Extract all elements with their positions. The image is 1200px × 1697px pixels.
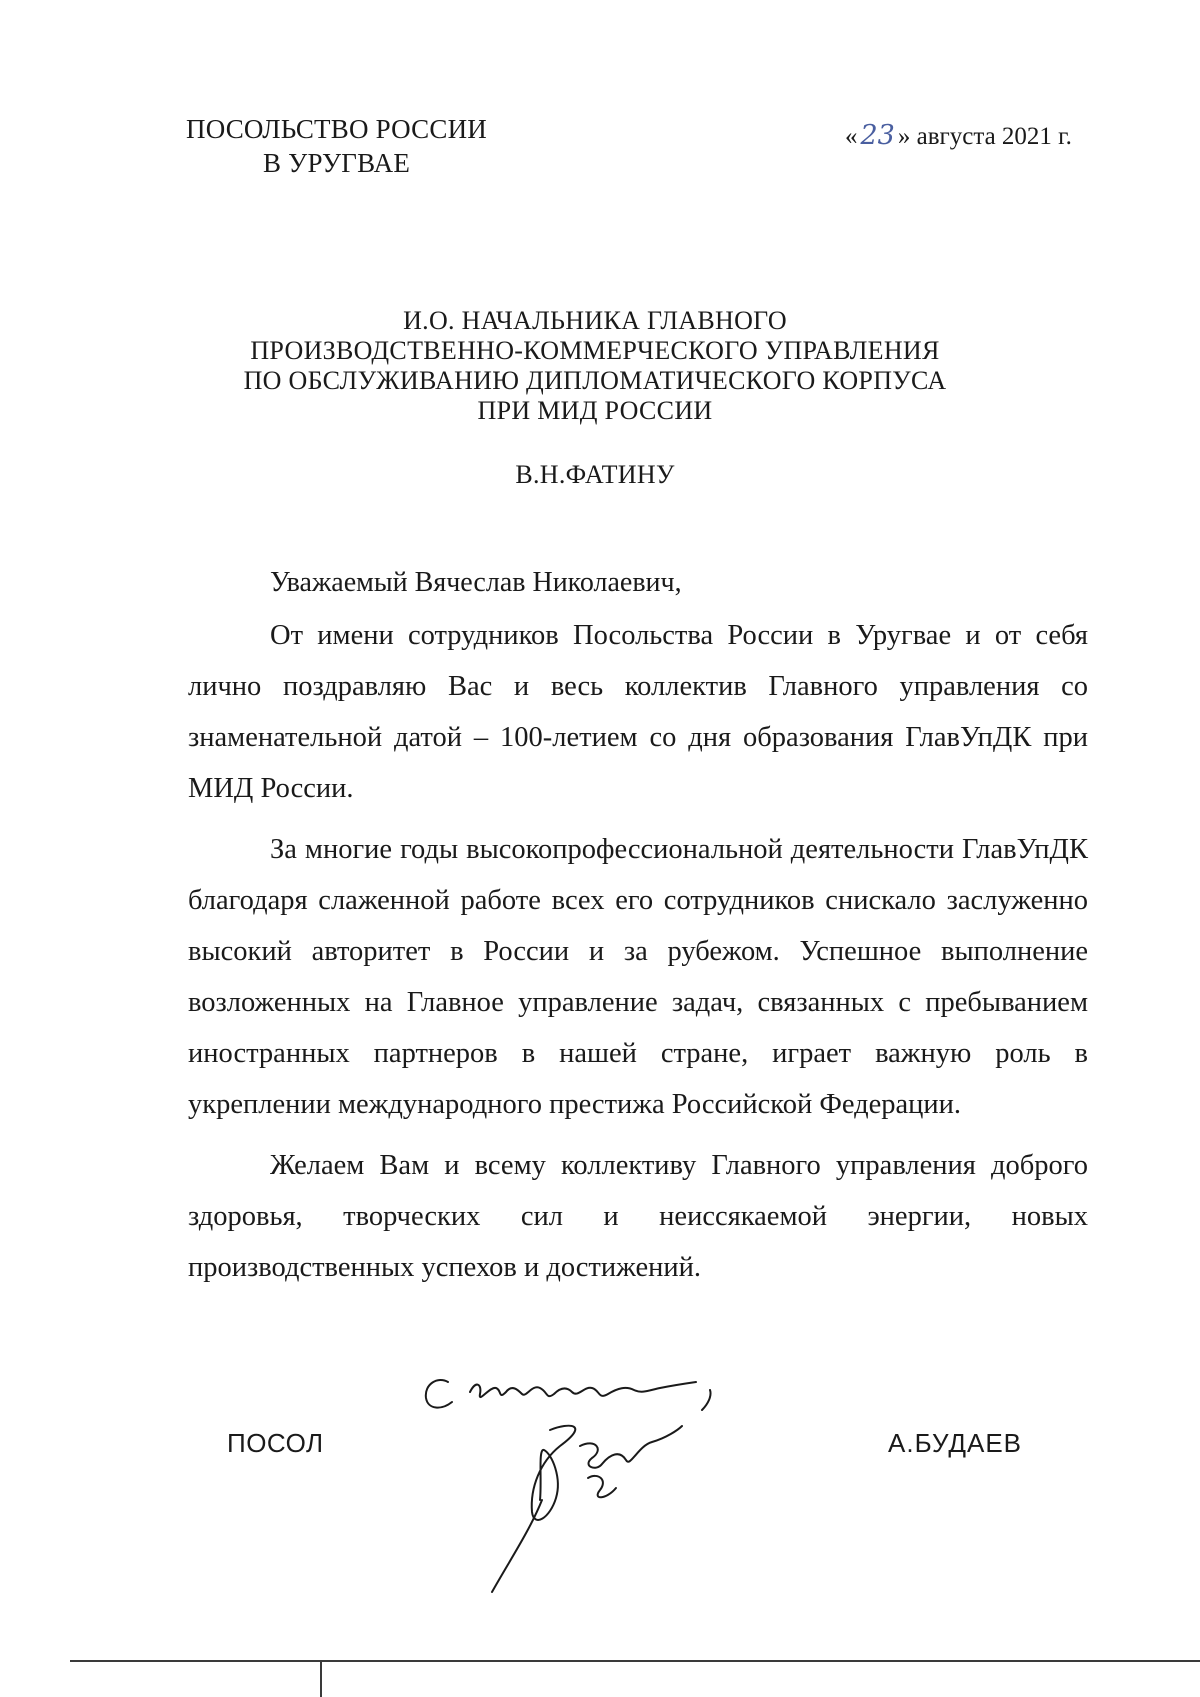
closing-word-stroke: [470, 1382, 696, 1397]
signatory-title: ПОСОЛ: [227, 1428, 324, 1458]
handwritten-signature: [420, 1350, 800, 1600]
body-paragraph-2: За многие годы высокопрофессиональной деятельности ГлавУпДК благодаря слаженной работе всех его сотрудников снискало заслуженно высокий авторитет в России и за рубежом. Успешное выполнение возложенных на Главное управление задач, связанных с пребыванием иностранных партнеров в нашей стране, играет важную роль в укреплении международного престижа Российской Федерации.: [188, 834, 1088, 1120]
body-paragraph-1: От имени сотрудников Посольства России в Уругвае и от себя лично поздравляю Вас и весь коллектив Главного управления со знаменательной датой – 100-летием со дня образования ГлавУпДК при МИД России.: [188, 620, 1088, 804]
letter-body: [188, 610, 1088, 1303]
footer-rule: [70, 1660, 1200, 1662]
sender-line-2: В УРУГВАЕ: [262, 148, 411, 178]
signature-loop-stroke: [580, 1426, 682, 1468]
addressee-line-4: ПРИ МИД РОССИИ: [477, 396, 713, 425]
recipient-name: В.Н.ФАТИНУ: [515, 460, 675, 489]
closing-comma-stroke: [702, 1390, 711, 1410]
sender-line-1: ПОСОЛЬСТВО РОССИИ: [186, 114, 487, 144]
body-paragraph-3: Желаем Вам и всему коллективу Главного управления доброго здоровья, творческих сил и неиссякаемой энергии, новых производственных успехов и достижений.: [188, 1150, 1088, 1283]
signature-main-stroke: [532, 1426, 576, 1520]
signature-tail-stroke: [492, 1500, 542, 1592]
date-month-year: » августа 2021 г.: [897, 123, 1072, 150]
date-day-handwritten: 23: [860, 120, 895, 151]
footer-tick: [320, 1662, 322, 1697]
signature-lower-stroke: [588, 1476, 616, 1497]
signatory-name: А.БУДАЕВ: [888, 1428, 1023, 1458]
addressee-line-2: ПРОИЗВОДСТВЕННО-КОММЕРЧЕСКОГО УПРАВЛЕНИЯ: [250, 336, 940, 365]
addressee-line-1: И.О. НАЧАЛЬНИКА ГЛАВНОГО: [403, 306, 787, 335]
date-open-quote: «: [845, 123, 858, 150]
addressee-block: [210, 306, 980, 426]
closing-c-stroke: [426, 1380, 452, 1408]
salutation: Уважаемый Вячеслав Николаевич,: [270, 567, 682, 598]
addressee-line-3: ПО ОБСЛУЖИВАНИЮ ДИПЛОМАТИЧЕСКОГО КОРПУСА: [243, 366, 947, 395]
letter-date: [845, 120, 1072, 151]
sender-block: [186, 112, 487, 180]
